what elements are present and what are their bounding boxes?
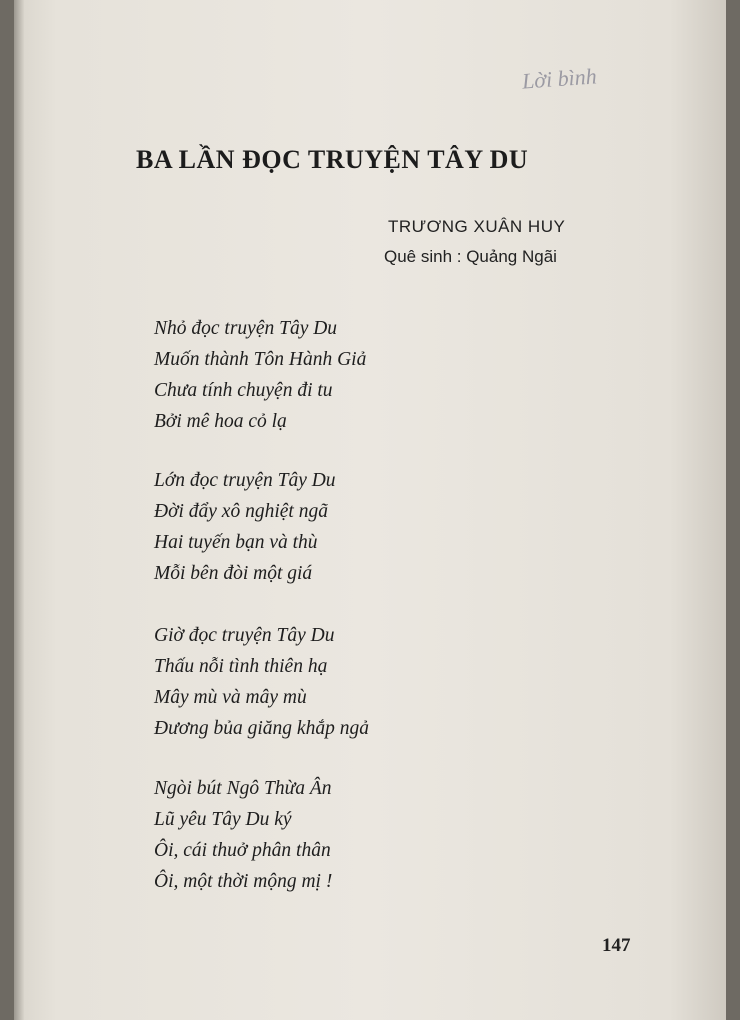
poem-line: Hai tuyến bạn và thù (154, 532, 318, 553)
poem-line: Ôi, cái thuở phân thân (154, 840, 331, 861)
handwritten-mark: Lời bình (521, 63, 598, 94)
poem-line: Bởi mê hoa cỏ lạ (154, 411, 287, 432)
poem-line: Đời đẩy xô nghiệt ngã (154, 501, 328, 522)
page-number: 147 (602, 935, 631, 956)
page-fold-shadow (14, 0, 24, 1020)
poem-line: Ngòi bút Ngô Thừa Ân (154, 778, 332, 799)
poem-line: Mỗi bên đòi một giá (154, 563, 313, 584)
poem-line: Chưa tính chuyện đi tu (154, 380, 333, 401)
poem-line: Thấu nỗi tình thiên hạ (154, 656, 328, 677)
poem-line: Đương bủa giăng khắp ngả (154, 718, 369, 739)
poem-title: BA LẦN ĐỌC TRUYỆN TÂY DU (136, 145, 529, 174)
book-page (14, 0, 726, 1020)
poem-line: Ôi, một thời mộng mị ! (154, 871, 333, 892)
poem-line: Muốn thành Tôn Hành Giả (154, 349, 367, 370)
stanza-2 (154, 465, 336, 589)
stanza-3 (154, 620, 369, 744)
author-name: TRƯƠNG XUÂN HUY (388, 217, 566, 236)
poem-line: Mây mù và mây mù (154, 687, 307, 708)
poem-line: Nhỏ đọc truyện Tây Du (154, 318, 338, 339)
author-origin: Quê sinh : Quảng Ngãi (384, 247, 557, 266)
poem-line: Giờ đọc truyện Tây Du (154, 625, 335, 646)
poem-line: Lũ yêu Tây Du ký (154, 809, 292, 830)
stanza-4 (154, 773, 332, 897)
poem-line: Lớn đọc truyện Tây Du (154, 470, 336, 491)
stanza-1 (154, 313, 366, 437)
